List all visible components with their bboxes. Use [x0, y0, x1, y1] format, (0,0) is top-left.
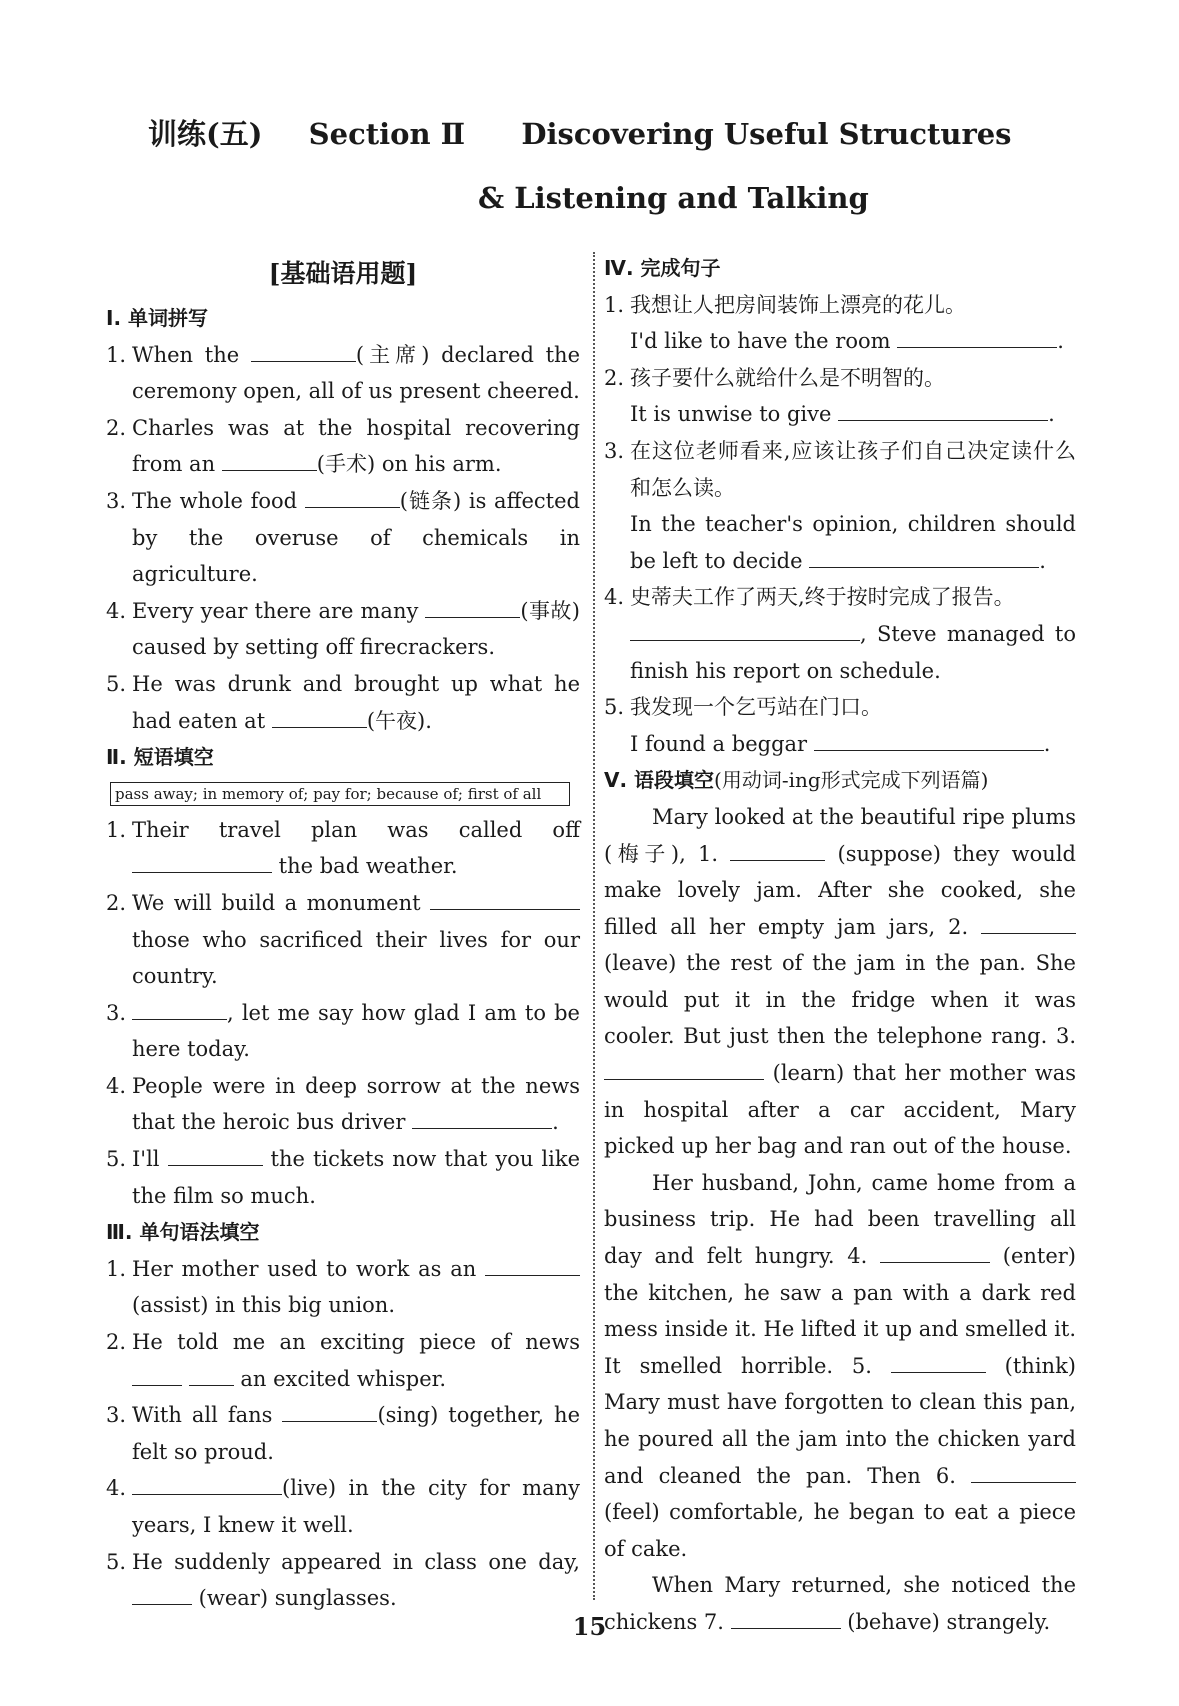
list-item: 1. Her mother used to work as an (assist) in this big union. [106, 1251, 580, 1324]
column-divider [593, 252, 595, 1600]
answer-line: I'd like to have the room . [604, 323, 1076, 360]
answer-blank[interactable] [891, 1350, 986, 1373]
list-item: 3. With all fans (sing) together, he felt so proud. [106, 1397, 580, 1470]
answer-blank[interactable] [132, 997, 227, 1020]
list-item: 3. The whole food (链条) is affected by the overuse of chemicals in agriculture. [106, 483, 580, 593]
list-item: 2. He told me an exciting piece of news an excited whisper. [106, 1330, 580, 1391]
title-cn: 训练(五) [148, 117, 263, 151]
list-item: 5. 我发现一个乞丐站在门口。 [604, 695, 882, 720]
answer-blank[interactable] [132, 1582, 192, 1605]
section-5-title: Ⅴ. 语段填空(用动词-ing形式完成下列语篇) [604, 768, 989, 793]
list-item: 4. 史蒂夫工作了两天,终于按时完成了报告。 [604, 585, 1015, 610]
page-subtitle: & Listening and Talking [478, 181, 869, 215]
answer-blank[interactable] [132, 1472, 282, 1495]
answer-blank[interactable] [168, 1143, 263, 1166]
answer-blank[interactable] [222, 448, 317, 471]
list-item: 4. (live) in the city for many years, I knew it well. [106, 1470, 580, 1543]
passage-paragraph: Her husband, John, came home from a business trip. He had been travelling all day and felt hungry. 4. (enter) the kitchen, he saw a pan with a dark red mess inside it. He lifted it up and smelled it. It smelled horrible. 5. (think) Mary must have forgotten to clean this pan, he poured all the jam into the chicken yard and cleaned the pan. Then 6. (feel) comfortable, he began to eat a piece of cake. [604, 1170, 1076, 1561]
section-2-title: Ⅱ. 短语填空 [106, 745, 214, 770]
list-item: 4. Every year there are many (事故) caused by setting off firecrackers. [106, 593, 580, 666]
list-item: 5. I'll the tickets now that you like the film so much. [106, 1141, 580, 1214]
section-1-title: Ⅰ. 单词拼写 [106, 306, 209, 330]
answer-blank[interactable] [282, 1399, 377, 1422]
left-column [106, 250, 580, 1617]
answer-blank[interactable] [981, 911, 1076, 934]
answer-blank[interactable] [809, 545, 1039, 568]
list-item: 2. We will build a monument those who sacrificed their lives for our country. [106, 885, 580, 995]
answer-line: I found a beggar . [604, 726, 1076, 763]
answer-blank[interactable] [485, 1253, 580, 1276]
page-title [148, 112, 1012, 153]
section-3-title: Ⅲ. 单句语法填空 [106, 1220, 260, 1245]
answer-line: In the teacher's opinion, children should be left to decide . [630, 512, 1076, 573]
answer-blank[interactable] [132, 1363, 182, 1386]
list-item: 2. Charles was at the hospital recovering from an (手术) on his arm. [106, 415, 580, 477]
answer-blank[interactable] [272, 704, 367, 727]
section-4-title: Ⅳ. 完成句子 [604, 256, 721, 280]
answer-blank[interactable] [730, 837, 825, 860]
title-main: Discovering Useful Structures [521, 117, 1012, 151]
answer-blank[interactable] [132, 850, 272, 873]
answer-blank[interactable] [251, 339, 356, 362]
answer-blank[interactable] [412, 1106, 552, 1129]
list-item: 3. , let me say how glad I am to be here today. [106, 995, 580, 1068]
list-item: 5. He was drunk and brought up what he had eaten at (午夜). [106, 671, 580, 733]
phrase-box: pass away; in memory of; pay for; because of; first of all [110, 782, 570, 806]
answer-blank[interactable] [305, 485, 400, 508]
list-item: 1. 我想让人把房间装饰上漂亮的花儿。 [604, 292, 966, 317]
section-group-heading: [基础语用题] [268, 259, 418, 288]
answer-blank[interactable] [430, 887, 580, 910]
answer-blank[interactable] [604, 1057, 764, 1080]
list-item: 4. People were in deep sorrow at the news that the heroic bus driver . [106, 1073, 580, 1135]
page-number: 15 [572, 1612, 607, 1641]
list-item: 2. 孩子要什么就给什么是不明智的。 [604, 365, 945, 390]
answer-line: It is unwise to give . [604, 396, 1076, 433]
passage-paragraph: Mary looked at the beautiful ripe plums (梅子), 1. (suppose) they would make lovely jam. After she cooked, she filled all her empty jam jars, 2. (leave) the rest of the jam in the pan. She would put it in the fridge when it was cooler. But just then the telephone rang. 3. (learn) that her mother was in hospital after a car accident, Mary picked up her bag and ran out of the house. [604, 804, 1077, 1159]
answer-blank[interactable] [630, 618, 860, 641]
list-item: 3. 在这位老师看来,应该让孩子们自己决定读什么和怎么读。 [604, 438, 1076, 500]
list-item: 1. When the (主席) declared the ceremony open, all of us present cheered. [106, 337, 580, 410]
answer-blank[interactable] [189, 1363, 234, 1386]
answer-blank[interactable] [971, 1460, 1076, 1483]
answer-blank[interactable] [838, 398, 1048, 421]
answer-blank[interactable] [814, 728, 1044, 751]
answer-blank[interactable] [425, 595, 520, 618]
passage-paragraph: When Mary returned, she noticed the chickens 7. (behave) strangely. [604, 1573, 1076, 1634]
answer-blank[interactable] [897, 325, 1057, 348]
list-item: 1. Their travel plan was called off the bad weather. [106, 817, 580, 879]
answer-line: , Steve managed to finish his report on schedule. [604, 616, 1076, 689]
list-item: 5. He suddenly appeared in class one day, (wear) sunglasses. [106, 1549, 580, 1611]
title-section: Section Ⅱ [308, 117, 466, 151]
answer-blank[interactable] [880, 1240, 990, 1263]
right-column [604, 250, 1076, 1641]
